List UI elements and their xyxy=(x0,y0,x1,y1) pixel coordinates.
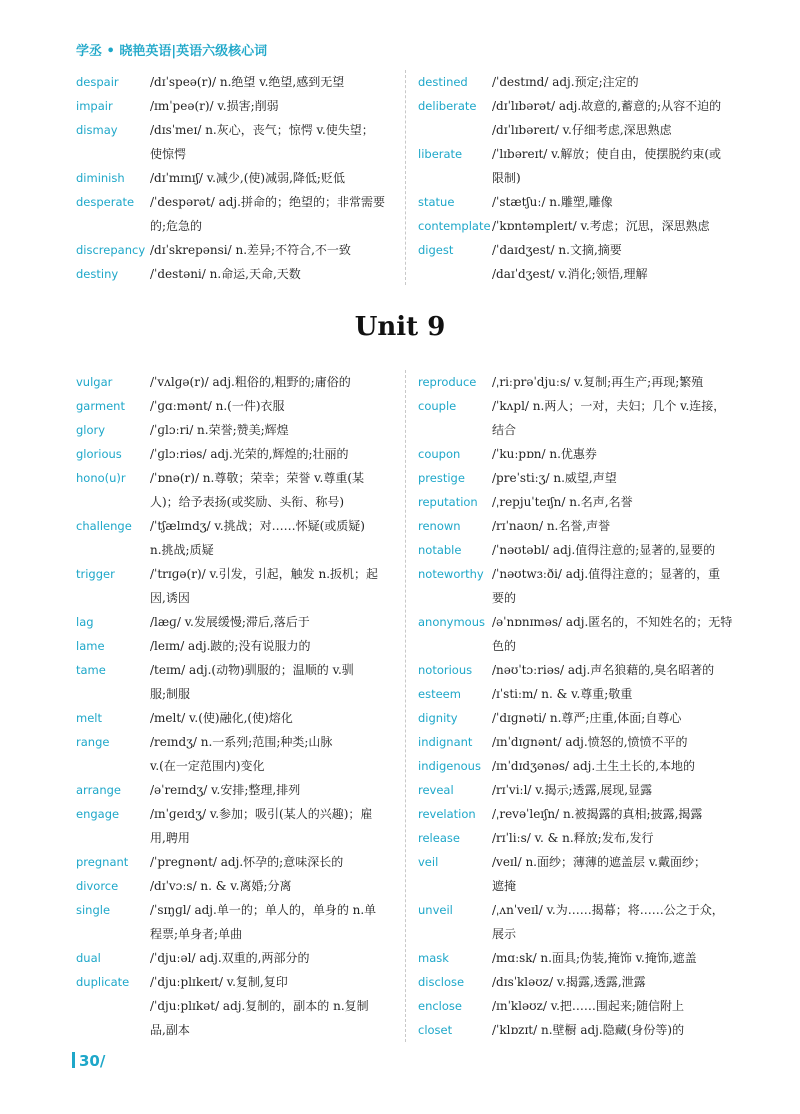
vocab-definition-line: /ˈnəʊtwɜːði/ adj.值得注意的；显著的，重 xyxy=(492,567,721,581)
vocab-entry xyxy=(418,370,748,394)
vocab-definition-line: /dɪsˈmeɪ/ n.灰心，丧气；惊愕 v.使失望； xyxy=(150,123,374,137)
vocab-headword: renown xyxy=(418,519,461,533)
vocab-definition-line: /ˌriːprəˈdjuːs/ v.复制;再生产;再现;繁殖 xyxy=(492,375,704,389)
vocab-entry xyxy=(76,442,406,466)
vocab-headword: disclose xyxy=(418,975,465,989)
vocab-entry xyxy=(76,610,406,634)
vocab-definition-line: /ˈkuːpɒn/ n.优惠券 xyxy=(492,447,597,461)
unit-title: Unit 9 xyxy=(354,312,446,342)
vocab-definition-line: /ˌrepjuˈteɪʃn/ n.名声,名誉 xyxy=(492,495,633,509)
vocab-definition-line: 品,副本 xyxy=(150,1023,190,1037)
vocab-entry xyxy=(76,418,406,442)
vocab-entry xyxy=(76,802,406,850)
vocab-definition-line: 服;制服 xyxy=(150,687,191,701)
vocab-headword: indigenous xyxy=(418,759,481,773)
vocab-headword: reputation xyxy=(418,495,478,509)
vocab-definition-line: /dɪsˈkləʊz/ v.揭露,透露,泄露 xyxy=(492,975,646,989)
vocab-definition-line: /ɪnˈdɪdʒənəs/ adj.土生土长的,本地的 xyxy=(492,759,696,773)
vocab-headword: release xyxy=(418,831,460,845)
vocab-definition-line: 的;危急的 xyxy=(150,219,203,233)
vocab-entry xyxy=(418,730,748,754)
vocab-entry xyxy=(418,946,748,970)
vocab-definition-line: 因,诱因 xyxy=(150,591,190,605)
vocab-entry xyxy=(76,238,406,262)
vocab-headword: lag xyxy=(76,615,94,629)
vocab-headword: tame xyxy=(76,663,106,677)
vocab-definition-line: 遮掩 xyxy=(492,879,517,893)
vocab-entry xyxy=(76,970,406,1042)
vocab-definition-line: /veɪl/ n.面纱；薄薄的遮盖层 v.戴面纱； xyxy=(492,855,706,869)
vocab-definition-line: /leɪm/ adj.跛的;没有说服力的 xyxy=(150,639,311,653)
vocab-headword: challenge xyxy=(76,519,132,533)
vocab-definition-line: /rɪˈliːs/ v. & n.释放;发布,发行 xyxy=(492,831,654,845)
vocab-headword: notable xyxy=(418,543,462,557)
vocab-headword: couple xyxy=(418,399,457,413)
top-right-column xyxy=(418,70,748,286)
vocab-entry xyxy=(76,190,406,238)
vocab-definition-line: /ˈdjuːplɪkeɪt/ v.复制,复印 xyxy=(150,975,288,989)
vocab-definition-line: /dɪˈlɪbəreɪt/ v.仔细考虑,深思熟虑 xyxy=(492,123,672,137)
vocab-headword: esteem xyxy=(418,687,461,701)
vocab-headword: reveal xyxy=(418,783,454,797)
vocab-entry xyxy=(418,994,748,1018)
vocab-definition-line: /reɪndʒ/ n.一系列;范围;种类;山脉 xyxy=(150,735,333,749)
vocab-definition-line: 结合 xyxy=(492,423,517,437)
vocab-definition-line: /dɪˈspeə(r)/ n.绝望 v.绝望,感到无望 xyxy=(150,75,345,89)
vocab-entry xyxy=(418,682,748,706)
vocab-definition-line: /ˈkɒntəmpleɪt/ v.考虑；沉思，深思熟虑 xyxy=(492,219,710,233)
vocab-definition-line: 程票;单身者;单曲 xyxy=(150,927,243,941)
vocab-entry xyxy=(76,370,406,394)
book-header: 学丞 • 晓艳英语|英语六级核心词 xyxy=(76,44,268,59)
vocab-entry xyxy=(76,850,406,874)
vocab-definition-line: /əˈreɪndʒ/ v.安排;整理,排列 xyxy=(150,783,301,797)
vocab-headword: reproduce xyxy=(418,375,477,389)
vocab-definition-line: /ˈvʌlɡə(r)/ adj.粗俗的,粗野的;庸俗的 xyxy=(150,375,351,389)
vocab-entry xyxy=(76,706,406,730)
vocab-definition-line: /dɪˈskrepənsi/ n.差异;不符合,不一致 xyxy=(150,243,351,257)
vocab-entry xyxy=(76,118,406,166)
vocab-headword: vulgar xyxy=(76,375,113,389)
vocab-definition-line: /mɑːsk/ n.面具;伪装,掩饰 v.掩饰,遮盖 xyxy=(492,951,697,965)
vocab-entry xyxy=(418,538,748,562)
vocab-headword: contemplate xyxy=(418,219,491,233)
vocab-definition-line: /ɪˈstiːm/ n. & v.尊重;敬重 xyxy=(492,687,633,701)
vocab-headword: glorious xyxy=(76,447,122,461)
vocab-entry xyxy=(418,610,748,658)
top-left-column xyxy=(76,70,406,286)
vocab-definition-line: /ɪnˈdɪɡnənt/ adj.愤怒的,愤愤不平的 xyxy=(492,735,688,749)
vocab-definition-line: /ˈɡlɔːri/ n.荣誉;赞美;辉煌 xyxy=(150,423,289,437)
vocab-headword: desperate xyxy=(76,195,135,209)
vocab-definition-line: 色的 xyxy=(492,639,517,653)
vocab-definition-line: 使惊愕 xyxy=(150,147,187,161)
vocab-entry xyxy=(418,442,748,466)
vocab-headword: dismay xyxy=(76,123,118,137)
vocab-entry xyxy=(418,850,748,898)
vocab-definition-line: n.挑战;质疑 xyxy=(150,543,214,557)
vocab-headword: despair xyxy=(76,75,119,89)
vocab-entry xyxy=(418,658,748,682)
vocab-definition-line: /ˈdjuːəl/ adj.双重的,两部分的 xyxy=(150,951,310,965)
vocab-headword: dual xyxy=(76,951,101,965)
vocab-entry xyxy=(418,394,748,442)
vocab-definition-line: /læɡ/ v.发展缓慢;滞后,落后于 xyxy=(150,615,310,629)
vocab-definition-line: /ˌrevəˈleɪʃn/ n.被揭露的真相;披露,揭露 xyxy=(492,807,703,821)
vocab-definition-line: /daɪˈdʒest/ v.消化;领悟,理解 xyxy=(492,267,648,281)
vocab-headword: liberate xyxy=(418,147,463,161)
vocab-headword: destiny xyxy=(76,267,119,281)
vocab-definition-line: 要的 xyxy=(492,591,517,605)
vocab-definition-line: /dɪˈlɪbərət/ adj.故意的,蓄意的;从容不迫的 xyxy=(492,99,722,113)
vocab-definition-line: /rɪˈnaʊn/ n.名誉,声誉 xyxy=(492,519,611,533)
vocab-definition-line: /teɪm/ adj.(动物)驯服的；温顺的 v.驯 xyxy=(150,663,354,677)
vocab-entry xyxy=(418,970,748,994)
vocab-entry xyxy=(418,898,748,946)
vocab-headword: closet xyxy=(418,1023,453,1037)
vocab-definition-line: /ˈdjuːplɪkət/ adj.复制的，副本的 n.复制 xyxy=(150,999,369,1013)
vocab-definition-line: /ˈdɪɡnəti/ n.尊严;庄重,体面;自尊心 xyxy=(492,711,682,725)
vocab-headword: enclose xyxy=(418,999,462,1013)
footer-bar xyxy=(72,1052,75,1068)
vocab-definition-line: /ˈsɪŋɡl/ adj.单一的；单人的，单身的 n.单 xyxy=(150,903,377,917)
vocab-entry xyxy=(418,238,748,286)
vocab-definition-line: /melt/ v.(使)融化,(使)熔化 xyxy=(150,711,293,725)
vocab-definition-line: /nəʊˈtɔːriəs/ adj.声名狼藉的,臭名昭著的 xyxy=(492,663,715,677)
vocab-headword: anonymous xyxy=(418,615,485,629)
page-number: 30/ xyxy=(79,1052,106,1070)
vocab-definition-line: 限制) xyxy=(492,171,521,185)
vocab-entry xyxy=(418,754,748,778)
vocab-headword: trigger xyxy=(76,567,115,581)
vocab-entry xyxy=(76,946,406,970)
vocab-headword: veil xyxy=(418,855,439,869)
vocab-entry xyxy=(76,730,406,778)
vocab-headword: discrepancy xyxy=(76,243,146,257)
vocab-entry xyxy=(76,94,406,118)
vocab-entry xyxy=(418,466,748,490)
vocab-headword: divorce xyxy=(76,879,119,893)
vocab-definition-line: /ɪnˈkləʊz/ v.把……围起来;随信附上 xyxy=(492,999,684,1013)
vocab-entry xyxy=(76,562,406,610)
vocab-definition-line: /əˈnɒnɪməs/ adj.匿名的，不知姓名的；无特 xyxy=(492,615,733,629)
vocab-entry xyxy=(76,466,406,514)
page-footer xyxy=(72,1052,105,1070)
vocab-entry xyxy=(76,166,406,190)
vocab-headword: coupon xyxy=(418,447,461,461)
vocab-definition-line: /ˈnəʊtəbl/ adj.值得注意的;显著的,显要的 xyxy=(492,543,716,557)
vocab-definition-line: /ˈlɪbəreɪt/ v.解放；使自由，使摆脱约束(或 xyxy=(492,147,722,161)
vocab-headword: diminish xyxy=(76,171,125,185)
vocab-entry xyxy=(418,70,748,94)
vocab-definition-line: 用,聘用 xyxy=(150,831,190,845)
vocab-entry xyxy=(76,262,406,286)
vocab-definition-line: /ˈɡlɔːriəs/ adj.光荣的,辉煌的;壮丽的 xyxy=(150,447,349,461)
vocab-headword: duplicate xyxy=(76,975,130,989)
vocab-headword: impair xyxy=(76,99,113,113)
vocab-entry xyxy=(418,562,748,610)
vocab-definition-line: /ˌʌnˈveɪl/ v.为……揭幕；将……公之于众， xyxy=(492,903,724,917)
vocab-entry xyxy=(418,94,748,142)
vocab-entry xyxy=(76,778,406,802)
vocab-definition-line: /rɪˈviːl/ v.揭示;透露,展现,显露 xyxy=(492,783,653,797)
vocab-headword: single xyxy=(76,903,111,917)
vocab-definition-line: /dɪˈmɪnɪʃ/ v.减少,(使)减弱,降低;贬低 xyxy=(150,171,345,185)
bottom-right-column xyxy=(418,370,748,1042)
vocab-entry xyxy=(76,394,406,418)
vocab-headword: melt xyxy=(76,711,102,725)
vocab-definition-line: /preˈstiːʒ/ n.威望,声望 xyxy=(492,471,617,485)
vocab-entry xyxy=(76,874,406,898)
vocab-definition-line: 展示 xyxy=(492,927,517,941)
vocab-headword: destined xyxy=(418,75,468,89)
vocab-headword: lame xyxy=(76,639,105,653)
vocab-entry xyxy=(418,514,748,538)
vocab-headword: revelation xyxy=(418,807,476,821)
vocab-entry xyxy=(76,898,406,946)
vocab-definition-line: 人)；给予表扬(或奖励、头衔、称号) xyxy=(150,495,345,509)
vocab-headword: garment xyxy=(76,399,125,413)
vocab-headword: glory xyxy=(76,423,106,437)
vocab-definition-line: /ˈklɒzɪt/ n.壁橱 adj.隐藏(身份等)的 xyxy=(492,1023,685,1037)
vocab-definition-line: /ˈɡɑːmənt/ n.(一件)衣服 xyxy=(150,399,285,413)
vocab-headword: digest xyxy=(418,243,454,257)
vocab-headword: unveil xyxy=(418,903,453,917)
vocab-definition-line: /ˈdestɪnd/ adj.预定;注定的 xyxy=(492,75,639,89)
vocab-entry xyxy=(418,190,748,214)
vocab-headword: mask xyxy=(418,951,449,965)
vocab-headword: range xyxy=(76,735,110,749)
vocab-entry xyxy=(418,142,748,190)
vocab-definition-line: /ˈtrɪɡə(r)/ v.引发，引起，触发 n.扳机；起 xyxy=(150,567,379,581)
vocab-definition-line: /ˈdespərət/ adj.拼命的；绝望的；非常需要 xyxy=(150,195,385,209)
vocab-headword: deliberate xyxy=(418,99,477,113)
vocab-headword: arrange xyxy=(76,783,122,797)
vocab-headword: statue xyxy=(418,195,455,209)
vocab-headword: noteworthy xyxy=(418,567,484,581)
vocab-entry xyxy=(418,214,748,238)
vocab-headword: dignity xyxy=(418,711,458,725)
vocab-headword: pregnant xyxy=(76,855,129,869)
bottom-left-column xyxy=(76,370,406,1042)
vocab-definition-line: /ɪnˈɡeɪdʒ/ v.参加；吸引(某人的兴趣)；雇 xyxy=(150,807,373,821)
vocab-headword: engage xyxy=(76,807,120,821)
vocab-definition-line: v.(在一定范围内)变化 xyxy=(150,759,265,773)
vocab-definition-line: /ˈstætʃuː/ n.雕塑,雕像 xyxy=(492,195,613,209)
vocab-definition-line: /ˈtʃælɪndʒ/ v.挑战；对……怀疑(或质疑) xyxy=(150,519,365,533)
vocab-entry xyxy=(76,70,406,94)
vocab-entry xyxy=(418,778,748,802)
vocab-headword: notorious xyxy=(418,663,473,677)
vocab-entry xyxy=(76,658,406,706)
vocab-entry xyxy=(418,802,748,826)
vocab-entry xyxy=(76,634,406,658)
vocab-definition-line: /ˈdaɪdʒest/ n.文摘,摘要 xyxy=(492,243,622,257)
vocab-headword: hono(u)r xyxy=(76,471,126,485)
vocab-entry xyxy=(418,826,748,850)
vocab-headword: indignant xyxy=(418,735,473,749)
vocab-entry xyxy=(418,490,748,514)
vocab-definition-line: /ɪmˈpeə(r)/ v.损害;削弱 xyxy=(150,99,279,113)
vocab-definition-line: /ˈdestəni/ n.命运,天命,天数 xyxy=(150,267,301,281)
vocab-entry xyxy=(418,706,748,730)
vocab-headword: prestige xyxy=(418,471,465,485)
vocab-definition-line: /ˈkʌpl/ n.两人；一对，夫妇；几个 v.连接， xyxy=(492,399,726,413)
vocab-definition-line: /dɪˈvɔːs/ n. & v.离婚;分离 xyxy=(150,879,292,893)
vocab-entry xyxy=(76,514,406,562)
vocab-entry xyxy=(418,1018,748,1042)
vocab-definition-line: /ˈɒnə(r)/ n.尊敬；荣幸；荣誉 v.尊重(某 xyxy=(150,471,365,485)
vocab-definition-line: /ˈpreɡnənt/ adj.怀孕的;意味深长的 xyxy=(150,855,344,869)
